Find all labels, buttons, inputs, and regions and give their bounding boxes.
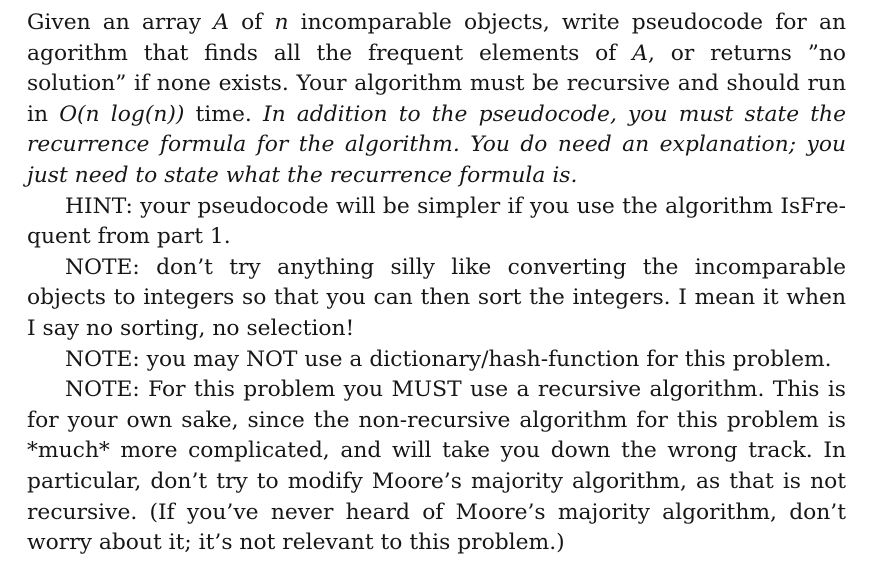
text-run: , or returns ”no solution” if none exists. Your algorithm must be recursive and should run in [27,40,847,127]
math-n: n [274,10,289,35]
text-run: Given an array [27,10,214,35]
note-sorting-paragraph: NOTE: don’t try anything silly like converting the incomparable objects to integers so that you can then sort the integers. I mean it when I say no sorting, no selection! [27,254,846,341]
problem-statement [27,8,846,192]
text-run: incomparable objects, write pseudocode for an agorithm that finds all the frequent elements of [27,10,846,66]
note-recursive-paragraph: NOTE: For this problem you MUST use a recursive algorithm. This is for your own sake, since the non-recursive algorithm for this problem is *much* more complicated, and will take you down the wrong track. In particular, don’t try to modify Moore’s majority algorithm, as that is not recursive. (If you’ve never heard of Moore’s majority algorithm, don’t worry about it; it’s not relevant to this problem.) [27,377,846,556]
hint-paragraph: HINT: your pseudocode will be simpler if you use the algorithm IsFrequent from part 1. [27,193,846,250]
recurrence-instruction: In addition to the pseudocode, you must state the recurrence formula for the algorithm. You do need an explanation; you just need to state what the recurrence formula is. [27,101,846,188]
math-array-a: A [632,40,648,66]
math-complexity: O(n log(n)) [59,101,185,127]
math-array-a: A [213,10,229,35]
note-dictionary-paragraph: NOTE: you may NOT use a dictionary/hash-function for this problem. [65,346,832,372]
text-run: time. [184,101,263,127]
text-run: of [228,10,275,35]
